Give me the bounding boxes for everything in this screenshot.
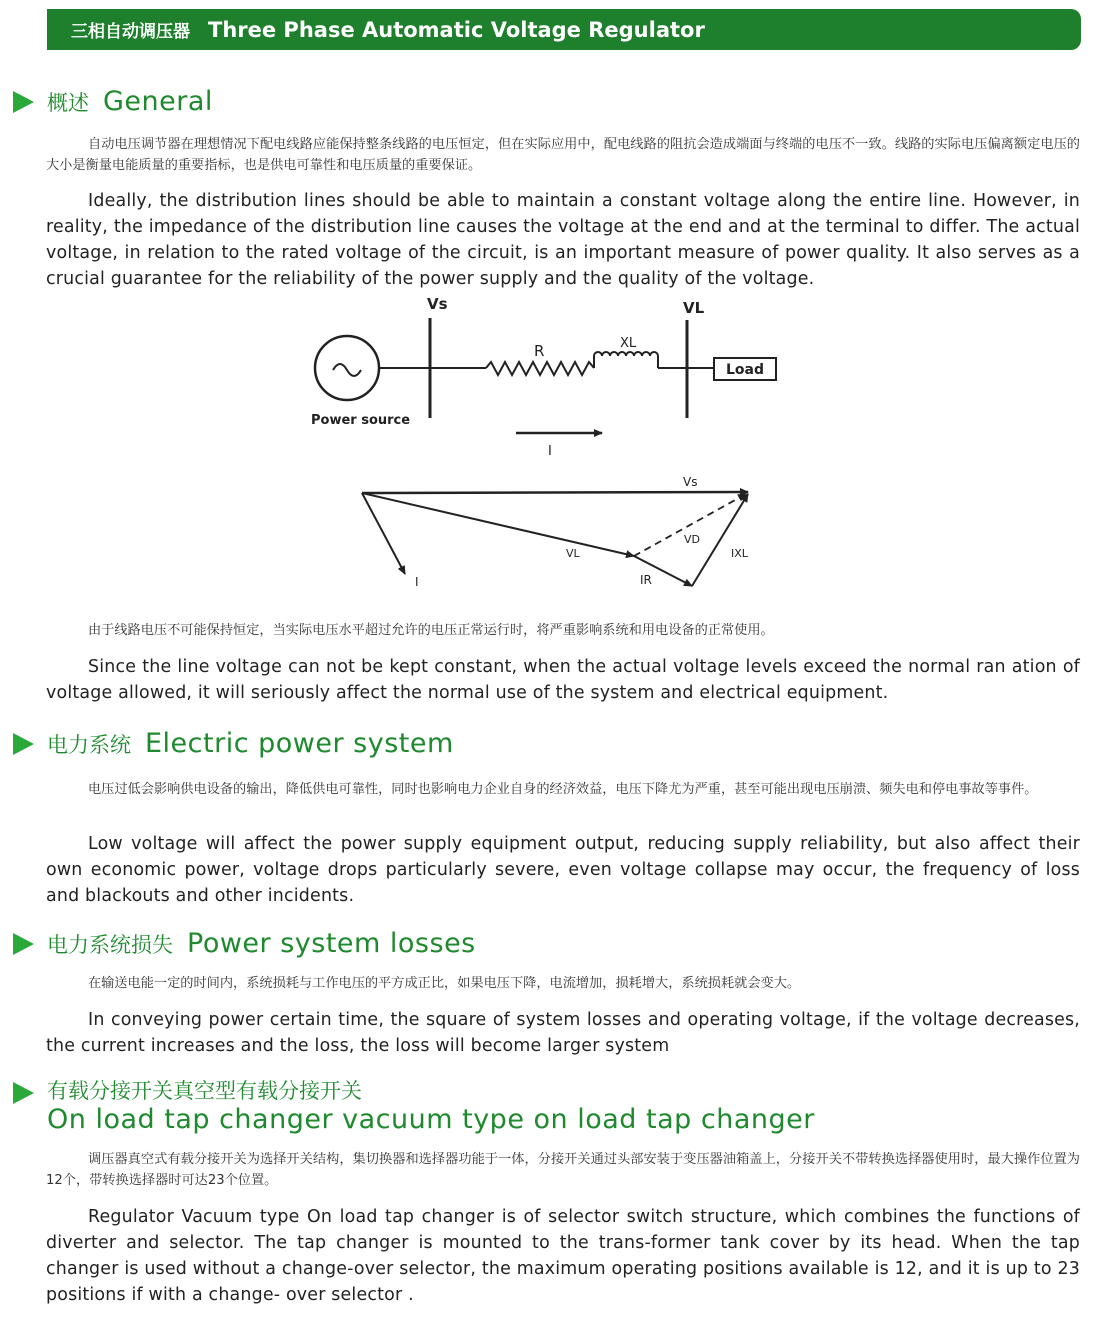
tap-paragraph-zh: 调压器真空式有载分接开关为选择开关结构，集切换器和选择器功能于一体，分接开关通过头部安装于变压器油箱盖上，分接开关不带转换选择器使用时，最大操作位置为12个，带转换选择器时可达23个位置。 [46,1152,1080,1188]
resistor-symbol [486,362,594,375]
phasor-vd-label: VD [684,533,700,546]
general-paragraph-en: Ideally, the distribution lines should be able to maintain a constant voltage along the entire line. However, in reality, the impedance of the distribution line causes the voltage at the end and at the terminal to differ. The actual voltage, in relation to the rated voltage of the circuit, is an important measure of power quality. It also serves as a crucial guarantee for the reliability of the power supply and the quality of the voltage. [46,191,1080,289]
power-source-circle [315,336,379,400]
heading-zh: 概述 [47,90,89,115]
power-source-label: Power source [311,413,411,428]
inductor-symbol [594,352,658,356]
losses-paragraph-en: In conveying power certain time, the square of system losses and operating voltage, if the voltage decreases, the current increases and the loss, the loss will become larger system [46,1010,1080,1056]
sine-wave-icon [333,364,361,376]
phasor-ixl-label: IXL [731,547,748,560]
heading-en: Power system losses [187,928,476,959]
banner-title-en: Three Phase Automatic Voltage Regulator [208,17,705,42]
phasor-diagram [362,475,749,589]
banner-title-zh: 三相自动调压器 [71,22,190,42]
tap-paragraph-en: Regulator Vacuum type On load tap changer is of selector switch structure, which combines the functions of diverter and selector. The tap changer is mounted to the trans-former tank cover by its head. When the tap changer is used without a change-over selector, the maximum operating positions available is 12, and it is up to 23 positions if with a change- over selector . [46,1207,1080,1305]
vl-phasor [362,493,634,556]
heading-en: General [103,86,213,117]
electric-paragraph-zh: 电压过低会影响供电设备的输出，降低供电可靠性，同时也影响电力企业自身的经济效益，电压下降尤为严重，甚至可能出现电压崩溃、频失电和停电事故等事件。 [88,782,1038,797]
phasor-vl-label: VL [566,547,580,560]
heading-zh: 电力系统 [47,732,131,757]
heading-en: On load tap changer vacuum type on load tap changer [47,1104,815,1135]
reactance-label: XL [620,336,637,351]
current-label: I [548,444,552,459]
section-heading-losses [13,928,476,959]
circuit-diagram [311,295,776,459]
bullet-triangle-icon [13,933,34,955]
bullet-triangle-icon [13,1082,34,1104]
general-paragraph2-en: Since the line voltage can not be kept constant, when the actual voltage levels exceed the normal ran ation of voltage allowed, it will seriously affect the normal use of the system and electrical equipment. [46,657,1080,703]
i-phasor [362,493,405,574]
losses-paragraph-zh: 在输送电能一定的时间内，系统损耗与工作电压的平方成正比，如果电压下降，电流增加，损耗增大，系统损耗就会变大。 [88,976,801,991]
vs-label: Vs [427,295,448,313]
bullet-triangle-icon [13,733,34,755]
vs-phasor [362,492,748,493]
phasor-i-label: I [415,575,419,589]
voltage-diagrams [0,0,1119,620]
vl-label: VL [683,299,705,317]
heading-en: Electric power system [145,728,454,759]
heading-zh: 有载分接开关真空型有载分接开关 [47,1079,362,1103]
general-paragraph2-zh: 由于线路电压不可能保持恒定，当实际电压水平超过允许的电压正常运行时，将严重影响系统和用电设备的正常使用。 [88,623,774,638]
general-paragraph-zh: 自动电压调节器在理想情况下配电线路应能保持整条线路的电压恒定，但在实际应用中，配电线路的阻抗会造成端面与终端的电压不一致。线路的实际电压偏离额定电压的大小是衡量电能质量的重要指标，也是供电可靠性和电压质量的重要保证。 [46,137,1080,173]
load-label: Load [725,362,765,378]
phasor-ir-label: IR [640,573,652,587]
resistor-label: R [534,342,545,360]
section-heading-tap [13,1078,815,1136]
section-heading-electric [13,728,454,759]
heading-zh: 电力系统损失 [47,932,173,957]
electric-paragraph-en: Low voltage will affect the power supply equipment output, reducing supply reliability, but also affect their own economic power, voltage drops particularly severe, even voltage collapse may occur, the frequency of loss and blackouts and other incidents. [46,834,1080,906]
phasor-vs-label: Vs [683,475,698,489]
